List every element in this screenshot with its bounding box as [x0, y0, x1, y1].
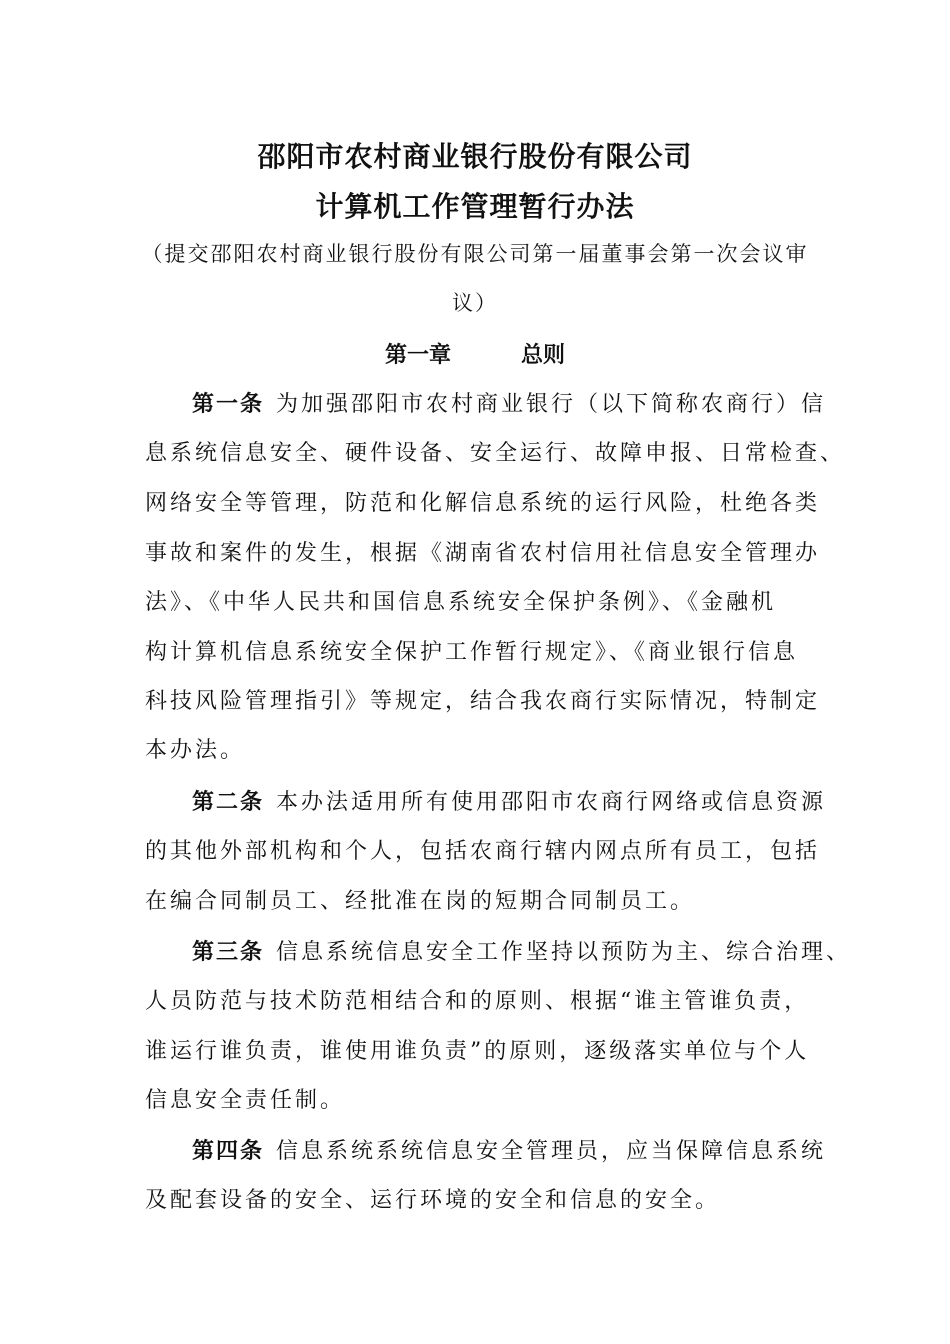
article-3-line-3: 谁运行谁负责，谁使用谁负责”的原则，逐级落实单位与个人: [145, 1039, 810, 1064]
article-2-line-2: 的其他外部机构和个人，包括农商行辖内网点所有员工，包括: [145, 839, 821, 864]
chapter-heading: [0, 338, 950, 369]
article-2-text-1: 本办法适用所有使用邵阳市农商行网络或信息资源: [276, 790, 827, 815]
article-4-label: 第四条: [192, 1139, 265, 1164]
document-subtitle-line1: （提交邵阳农村商业银行股份有限公司第一届董事会第一次会议审: [141, 242, 809, 266]
article-1-line-3: 网络安全等管理，防范和化解信息系统的运行风险，杜绝各类: [145, 491, 821, 516]
article-3-label: 第三条: [192, 940, 265, 965]
article-1-line-5: 法》、《中华人民共和国信息系统安全保护条例》、《金融机: [145, 590, 777, 615]
article-3-text-1: 信息系统信息安全工作坚持以预防为主、综合治理、: [276, 940, 852, 965]
chapter-name: 总则: [521, 343, 566, 368]
article-1-line-4: 事故和案件的发生，根据《湖南省农村信用社信息安全管理办: [145, 541, 821, 566]
article-3-line-4: 信息安全责任制。: [145, 1088, 346, 1113]
article-1-line-6: 构计算机信息系统安全保护工作暂行规定》、《商业银行信息: [145, 640, 799, 665]
article-1-line-7: 科技风险管理指引》等规定，结合我农商行实际情况，特制定: [145, 689, 821, 714]
article-1-line-2: 息系统信息安全、硬件设备、安全运行、故障申报、日常检查、: [145, 441, 846, 466]
article-3-line-2: 人员防范与技术防范相结合和的原则、根据“谁主管谁负责，: [145, 989, 810, 1014]
article-2-label: 第二条: [192, 790, 265, 815]
article-4-line-2: 及配套设备的安全、运行环境的安全和信息的安全。: [145, 1188, 721, 1213]
article-4-text-1: 信息系统系统信息安全管理员，应当保障信息系统: [276, 1139, 827, 1164]
document-subtitle-line2: 议）: [452, 291, 498, 315]
article-1-line-1: [192, 387, 826, 418]
article-4-line-1: [192, 1134, 826, 1165]
article-2-line-3: 在编合同制员工、经批准在岗的短期合同制员工。: [145, 889, 696, 914]
article-1-line-8: 本办法。: [145, 738, 246, 763]
document-title-line2: 计算机工作管理暂行办法: [315, 190, 635, 223]
article-1-label: 第一条: [192, 392, 265, 417]
chapter-number: 第一章: [384, 343, 451, 368]
article-3-line-1: [192, 935, 851, 966]
article-1-text-1: 为加强邵阳市农村商业银行（以下简称农商行）信: [276, 392, 827, 417]
document-title-line1: 邵阳市农村商业银行股份有限公司: [257, 140, 693, 173]
article-2-line-1: [192, 785, 826, 816]
